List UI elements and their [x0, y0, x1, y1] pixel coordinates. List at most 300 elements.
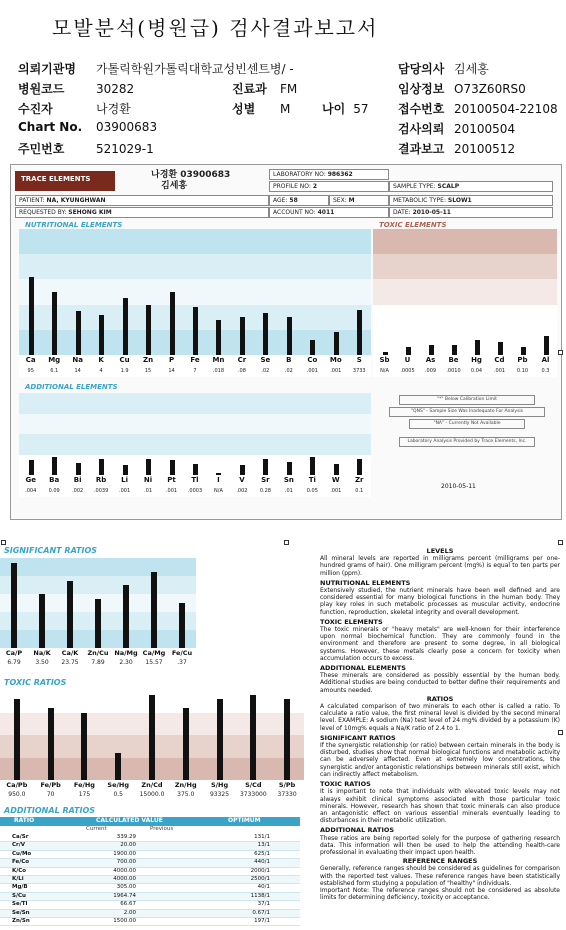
ratio-bar [183, 708, 189, 780]
ratio-name: Cu/Mo [12, 850, 32, 857]
header-field [18, 140, 154, 157]
table-row [0, 842, 300, 850]
element-symbol: Cd [494, 356, 505, 364]
ratio-optimum: 1138/1 [250, 892, 270, 899]
ratio-label: Ca/Mg [142, 649, 166, 657]
explanation-text [320, 546, 560, 926]
element-value: 0.3 [541, 368, 550, 374]
element-symbol: Hg [471, 356, 482, 364]
table-row [0, 868, 300, 876]
ratio-value: 950.0 [8, 791, 26, 798]
element-bar [429, 345, 434, 355]
table-row [0, 918, 300, 926]
element-symbol: Sn [283, 476, 294, 484]
field-label: 임상정보 [398, 82, 445, 96]
element-value: .08 [237, 368, 246, 374]
element-symbol: Mo [329, 356, 342, 364]
element-symbol: Zn [143, 356, 154, 364]
element-value: 3733 [352, 368, 366, 374]
header-field [398, 80, 526, 97]
ratio-value: 3.50 [35, 659, 49, 666]
element-symbol: Li [121, 476, 129, 484]
field-value: 가톨릭학원가톨릭대학교성빈센트병/ - [96, 62, 294, 76]
element-symbol: W [331, 476, 340, 484]
ratio-bar [115, 753, 121, 780]
element-value: .001 [493, 368, 506, 374]
page-title: 모발분석(병원급) 검사결과보고서 [52, 16, 379, 40]
element-bar [146, 305, 151, 355]
element-symbol: B [286, 356, 292, 364]
explanation-body: These minerals are considered as possibly essential by the human body. Additional studies are being conducted to better define their requirements and amounts needed. [320, 672, 560, 694]
ratio-label: Zn/Hg [174, 781, 197, 789]
trace-elements-logo: TRACE ELEMENTS [15, 171, 115, 191]
element-bar [52, 292, 57, 355]
table-row [0, 876, 300, 884]
element-bar [521, 347, 526, 355]
element-value: 0.04 [470, 368, 483, 374]
ratio-value: 70 [46, 791, 55, 798]
ratio-name: Se/Sn [12, 909, 30, 916]
element-value: .004 [25, 488, 37, 494]
explanation-heading: TOXIC ELEMENTS [320, 617, 383, 626]
element-bar [544, 336, 549, 355]
element-bar [52, 457, 57, 475]
field-value: 20100504-22108 [454, 102, 558, 116]
explanation-heading: SIGNIFICANT RATIOS [320, 733, 396, 742]
element-bar [357, 310, 362, 355]
table-row [0, 859, 300, 867]
resize-handle[interactable] [558, 540, 563, 545]
header-field [398, 100, 558, 117]
additional-title: ADDITIONAL ELEMENTS [25, 383, 118, 391]
field-label: 성별 [232, 102, 256, 116]
table-row [0, 901, 300, 909]
element-symbol: S [356, 356, 362, 364]
requested-by: REQUESTED BY: SEHONG KIM [15, 207, 269, 218]
element-symbol: Se [260, 356, 271, 364]
ratio-label: Ca/Pb [6, 781, 28, 789]
ratio-current: 305.00 [116, 884, 136, 891]
element-bar [334, 332, 339, 355]
element-value: .0039 [93, 488, 109, 494]
report-date: DATE: 2010-05-11 [389, 207, 553, 218]
ratio-optimum: 13/1 [257, 842, 270, 849]
element-value: 0.28 [259, 488, 271, 494]
patient-name: PATIENT: NA, KYUNGHWAN [15, 195, 269, 206]
element-value: N/A [214, 488, 223, 494]
element-symbol: Ca [25, 356, 36, 364]
explanation-heading: NUTRITIONAL ELEMENTS [320, 578, 411, 587]
element-value: .001 [119, 488, 131, 494]
table-header [0, 817, 300, 826]
col-previous: Previous [150, 826, 174, 832]
header-field [18, 80, 134, 97]
header-field [232, 80, 297, 97]
element-value: 7 [193, 368, 197, 374]
nutritional-chart [19, 229, 371, 377]
element-value: .01 [284, 488, 293, 494]
ratio-value: 15000.0 [139, 791, 165, 798]
report-age: AGE: 58 [269, 195, 329, 206]
ratio-label: S/Cd [245, 781, 262, 789]
ratio-name: Ca/Sr [12, 834, 29, 840]
table-subheader [0, 826, 300, 834]
element-bar [170, 460, 175, 475]
element-bar [310, 340, 315, 355]
element-symbol: Cr [237, 356, 247, 364]
ratio-label: Zn/Cu [87, 649, 109, 657]
header-field [398, 140, 515, 157]
element-bar [146, 459, 151, 475]
metabolic-type: METABOLIC TYPE: SLOW1 [389, 195, 553, 206]
field-label: 검사의뢰 [398, 122, 445, 136]
field-label: 결과보고 [398, 142, 445, 156]
element-symbol: V [239, 476, 245, 484]
element-bar [29, 277, 34, 355]
ratio-label: Fe/Hg [73, 781, 95, 789]
explanation-body: Generally, reference ranges should be considered as guidelines for comparison with the reported test values. These reference ranges have been statistically established form studying a population of "healthy" individuals. [320, 865, 560, 887]
element-bar [216, 473, 221, 475]
col-current: Current [86, 826, 107, 832]
element-bar [193, 464, 198, 475]
element-symbol: Ni [143, 476, 153, 484]
field-value: 57 [353, 102, 369, 116]
element-symbol: Na [72, 356, 83, 364]
chart-band [19, 393, 371, 414]
ratio-name: K/Co [12, 867, 27, 874]
ratio-value: 375.0 [177, 791, 195, 798]
header-field [18, 120, 157, 134]
resize-handle[interactable] [558, 350, 563, 355]
element-bar [263, 313, 268, 355]
element-bar [170, 292, 175, 355]
element-bar [123, 465, 128, 475]
element-value: .02 [284, 368, 293, 374]
ratio-current: 700.00 [116, 859, 136, 866]
ratio-label: Fe/Pb [40, 781, 61, 789]
chart-band [0, 576, 196, 594]
element-symbol: Fe [190, 356, 200, 364]
explanation-body: It is important to note that individuals with elevated toxic levels may not always exhibit clinical symptoms associated with those particular toxic minerals. However, research has shown that toxic minerals can also produce an antagonistic effect on various essential minerals eventually leading to disturbances in their metabolic utilization. [320, 788, 560, 825]
element-symbol: Ti [308, 476, 316, 484]
lab-report [10, 164, 562, 520]
lab-no: LABORATORY NO: 986362 [269, 169, 389, 180]
element-symbol: Mg [48, 356, 61, 364]
explanation-heading: LEVELS [426, 547, 454, 555]
ratio-current: 1964.74 [113, 892, 136, 899]
ratio-bar [217, 699, 223, 780]
ratio-optimum: 440/1 [254, 859, 270, 866]
element-value: .01 [144, 488, 153, 494]
additional-chart [19, 393, 371, 497]
toxic-title: TOXIC ELEMENTS [379, 221, 447, 229]
element-bar [123, 298, 128, 355]
ratio-label: Fe/Cu [171, 649, 193, 657]
element-value: .0005 [400, 368, 415, 374]
chart-band [373, 229, 557, 254]
col-ratio: RATIO [14, 817, 35, 824]
header-field [398, 60, 489, 77]
ratio-optimum: 625/1 [254, 850, 270, 857]
report-notes: "*" Below Calibration Limit "QNS" - Sample Size Was Inadequate For Analysis "NA" - Currently Not Available Laboratory Analysis Provided by Trace Elements, Inc. [379, 393, 555, 473]
field-label: 수진자 [18, 102, 53, 116]
handwritten-patient: 나경환 03900683 [151, 170, 231, 180]
element-bar [193, 307, 198, 355]
element-value: .02 [261, 368, 270, 374]
table-row [0, 893, 300, 901]
explanation-heading: ADDITIONAL RATIOS [320, 826, 395, 835]
ratio-optimum: 0.67/1 [252, 909, 270, 916]
field-value: 521029-1 [96, 142, 154, 156]
element-value: .009 [424, 368, 437, 374]
ratio-bar [81, 713, 87, 781]
ratio-current: 339.29 [116, 834, 136, 840]
ratio-title: TOXIC RATIOS [4, 678, 67, 687]
col-calc: CALCULATED VALUE [96, 817, 163, 824]
ratio-value: 23.75 [61, 659, 79, 666]
element-bar [287, 317, 292, 355]
chart-band [373, 279, 557, 304]
element-bar [263, 459, 268, 475]
chart-band [19, 254, 371, 279]
element-symbol: Mn [212, 356, 225, 364]
element-bar [287, 462, 292, 475]
field-label: 주민번호 [18, 142, 65, 156]
ratio-value: 93325 [209, 791, 230, 798]
ratio-optimum: 2000/1 [250, 867, 270, 874]
element-value: .018 [212, 368, 225, 374]
ratio-bar [11, 563, 17, 649]
table-row [0, 910, 300, 918]
ratio-bar [151, 572, 157, 649]
field-label: 접수번호 [398, 102, 445, 116]
ratio-label: Na/Mg [114, 649, 138, 657]
ratio-label: Ca/K [61, 649, 79, 657]
account-no: ACCOUNT NO: 4011 [269, 207, 389, 218]
element-symbol: Co [307, 356, 318, 364]
ratio-value: 6.79 [7, 659, 21, 666]
element-bar [99, 315, 104, 355]
explanation-heading: REFERENCE RANGES [402, 857, 478, 866]
element-value: .002 [72, 488, 84, 494]
element-symbol: Sr [261, 476, 270, 484]
field-value: 20100512 [454, 142, 516, 156]
signature-date: 2010-05-11 [441, 483, 476, 490]
ratio-bar [123, 585, 129, 648]
element-value: .0010 [446, 368, 461, 374]
header-field [398, 120, 515, 137]
ratio-name: Fe/Co [12, 859, 30, 866]
element-bar [310, 457, 315, 475]
ratio-value: 37330 [277, 791, 297, 798]
ratio-label: Na/K [33, 649, 51, 657]
field-value: M [280, 102, 291, 116]
ratio-optimum: 37/1 [257, 901, 270, 908]
element-bar [334, 464, 339, 475]
element-bar [240, 317, 245, 355]
ratio-name: Se/Tl [12, 901, 28, 908]
element-value: 0.1 [355, 488, 364, 494]
toxic-chart [373, 229, 557, 377]
field-label: 병원코드 [18, 82, 65, 96]
header-field [18, 100, 131, 117]
nutritional-title: NUTRITIONAL ELEMENTS [25, 221, 123, 229]
element-value: .001 [330, 488, 342, 494]
ratio-current: 20.00 [120, 842, 136, 849]
ratio-label: Ca/P [5, 649, 23, 657]
element-symbol: Tl [191, 476, 199, 484]
explanation-body: Important Note: The reference ranges should not be considered as absolute limits for determining deficiency, toxicity or acceptance. [320, 886, 560, 902]
element-value: N/A [380, 368, 389, 374]
element-value: .001 [306, 368, 318, 374]
element-value: 15 [144, 368, 152, 374]
chart-band [19, 279, 371, 304]
field-value: 30282 [96, 82, 135, 96]
element-bar [383, 352, 388, 355]
ratio-label: Zn/Cd [141, 781, 163, 789]
explanation-body: Extensively studied, the nutrient minerals have been well defined and are considered essential for many biological functions in the human body. They play key roles in such metabolic processes as muscular activity, endocrine function, reproduction, skeletal integrity and overall development. [320, 587, 560, 616]
ratio-current: 1900.00 [113, 850, 136, 857]
ratio-bar [48, 708, 54, 780]
element-symbol: I [217, 476, 220, 484]
resize-handle[interactable] [284, 540, 289, 545]
chart-band [19, 434, 371, 455]
explanation-body: All mineral levels are reported in milligrams percent (milligrams per one-hundred grams of hair). One milligram percent (mg%) is equal to ten parts per million (ppm). [320, 555, 560, 577]
ratio-value: .37 [177, 659, 187, 666]
element-value: 4 [99, 368, 103, 374]
ratio-current: 4000.00 [113, 867, 136, 874]
ratio-label: S/Hg [210, 781, 229, 789]
explanation-body: A calculated comparison of two minerals to each other is called a ratio. To calculate a ratio value, the first mineral level is divided by the second mineral level. EXAMPLE: A sodium (Na) test level of 24 mg% divided by a potassium (K) level of 10mg% equals a Na/K ratio of 2.4 to 1. [320, 703, 560, 732]
element-symbol: U [404, 356, 411, 364]
element-bar [357, 459, 362, 475]
chart-band [373, 305, 557, 330]
explanation-heading: ADDITIONAL ELEMENTS [320, 664, 406, 673]
element-value: .0003 [187, 488, 203, 494]
chart-band [373, 330, 557, 355]
element-symbol: Zr [354, 476, 364, 484]
ratio-value: 15.57 [145, 659, 163, 666]
ratio-label: S/Pb [278, 781, 296, 789]
field-label: 나이 [322, 102, 346, 116]
table-row [0, 834, 300, 842]
ratio-name: Zn/Sn [12, 918, 30, 924]
element-value: 95 [27, 368, 34, 374]
element-symbol: As [425, 356, 436, 364]
ratio-bar [284, 699, 290, 780]
element-symbol: Bi [73, 476, 82, 484]
ratio-bar [14, 699, 20, 780]
element-symbol: Al [541, 356, 550, 364]
element-value: 14 [74, 368, 81, 374]
element-symbol: Cu [119, 356, 130, 364]
ratio-optimum: 40/1 [257, 884, 270, 891]
ratio-bar [67, 581, 73, 649]
ratio-bar [95, 599, 101, 649]
element-symbol: Ba [49, 476, 60, 484]
header-field [322, 100, 368, 117]
element-bar [240, 465, 245, 475]
col-opt: OPTIMUM [228, 817, 261, 824]
report-header [11, 165, 563, 223]
header-field [232, 100, 290, 117]
element-symbol: Be [448, 356, 459, 364]
additional-ratios-table [0, 806, 304, 930]
ratio-name: S/Cu [12, 892, 26, 899]
ratio-bar [39, 594, 45, 648]
field-value: O73Z60RS0 [454, 82, 526, 96]
field-label: Chart No. [18, 120, 83, 134]
ratio-current: 4000.00 [113, 876, 136, 882]
significant-ratios-chart [0, 546, 196, 670]
ratio-title: ADDITIONAL RATIOS [4, 806, 96, 815]
sample-type: SAMPLE TYPE: SCALP [389, 181, 553, 192]
element-value: 6.1 [50, 368, 59, 374]
element-bar [216, 320, 221, 355]
field-label: 의뢰기관명 [18, 62, 76, 76]
chart-band [19, 229, 371, 254]
ratio-current: 66.67 [120, 901, 136, 908]
toxic-ratios-chart [0, 678, 304, 802]
chart-band [19, 414, 371, 435]
ratio-value: 2.30 [119, 659, 133, 666]
field-value: 03900683 [96, 120, 158, 134]
element-bar [475, 340, 480, 355]
explanation-body: The toxic minerals or "heavy metals" are well-known for their interference upon normal biochemical function. They are commonly found in the environment and therefore are present to some degree, in all biological systems. However, these metals clearly pose a concern for toxicity when accumulation occurs to excess. [320, 626, 560, 662]
element-bar [406, 347, 411, 355]
ratio-optimum: 197/1 [254, 918, 270, 924]
ratio-current: 2.00 [123, 909, 136, 916]
ratio-title: SIGNIFICANT RATIOS [4, 546, 97, 555]
ratio-bar [149, 695, 155, 781]
element-bar [76, 463, 81, 475]
ratio-bar [250, 695, 256, 781]
ratio-optimum: 2500/1 [250, 876, 270, 882]
element-value: 0.10 [516, 368, 529, 374]
ratio-value: 7.89 [91, 659, 105, 666]
ratio-value: 175 [78, 791, 91, 798]
ratio-optimum: 131/1 [254, 834, 270, 840]
field-value: 20100504 [454, 122, 516, 136]
element-bar [29, 460, 34, 475]
handwritten-doctor: 김세홍 [161, 181, 188, 191]
ratio-name: K/Li [12, 876, 24, 882]
element-symbol: Pb [517, 356, 528, 364]
element-value: 14 [168, 368, 175, 374]
ratio-bar [179, 603, 185, 648]
explanation-heading: TOXIC RATIOS [320, 780, 371, 789]
resize-handle[interactable] [1, 540, 6, 545]
table-row [0, 851, 300, 859]
explanation-body: If the synergistic relationship (or ratio) between certain minerals in the body is disturbed, studies show that normal biological functions and metabolic activity can be adversely affected. Even at extremely low concentrations, the synergistic and/or antagonistic relationships between minerals still exist, which can indirectly affect metabolism. [320, 742, 560, 778]
ratio-value: 3733000 [239, 791, 267, 798]
element-symbol: Ge [25, 476, 36, 484]
explanation-heading: RATIOS [426, 694, 454, 703]
profile-no: PROFILE NO: 2 [269, 181, 389, 192]
explanation-body: These ratios are being reported solely for the purpose of gathering research data. This information will then be used to help the attending health-care professional in evaluating their impact upon health. [320, 834, 560, 856]
element-bar [498, 342, 503, 355]
ratio-current: 1500.00 [113, 918, 136, 924]
element-value: 0.05 [306, 488, 318, 494]
element-bar [76, 311, 81, 355]
field-value: 나경환 [96, 102, 131, 116]
element-bar [99, 459, 104, 475]
element-symbol: Sb [379, 356, 390, 364]
element-symbol: Pt [167, 476, 176, 484]
header-field [18, 60, 294, 77]
table-row [0, 884, 300, 892]
ratio-value: 0.5 [113, 791, 123, 798]
